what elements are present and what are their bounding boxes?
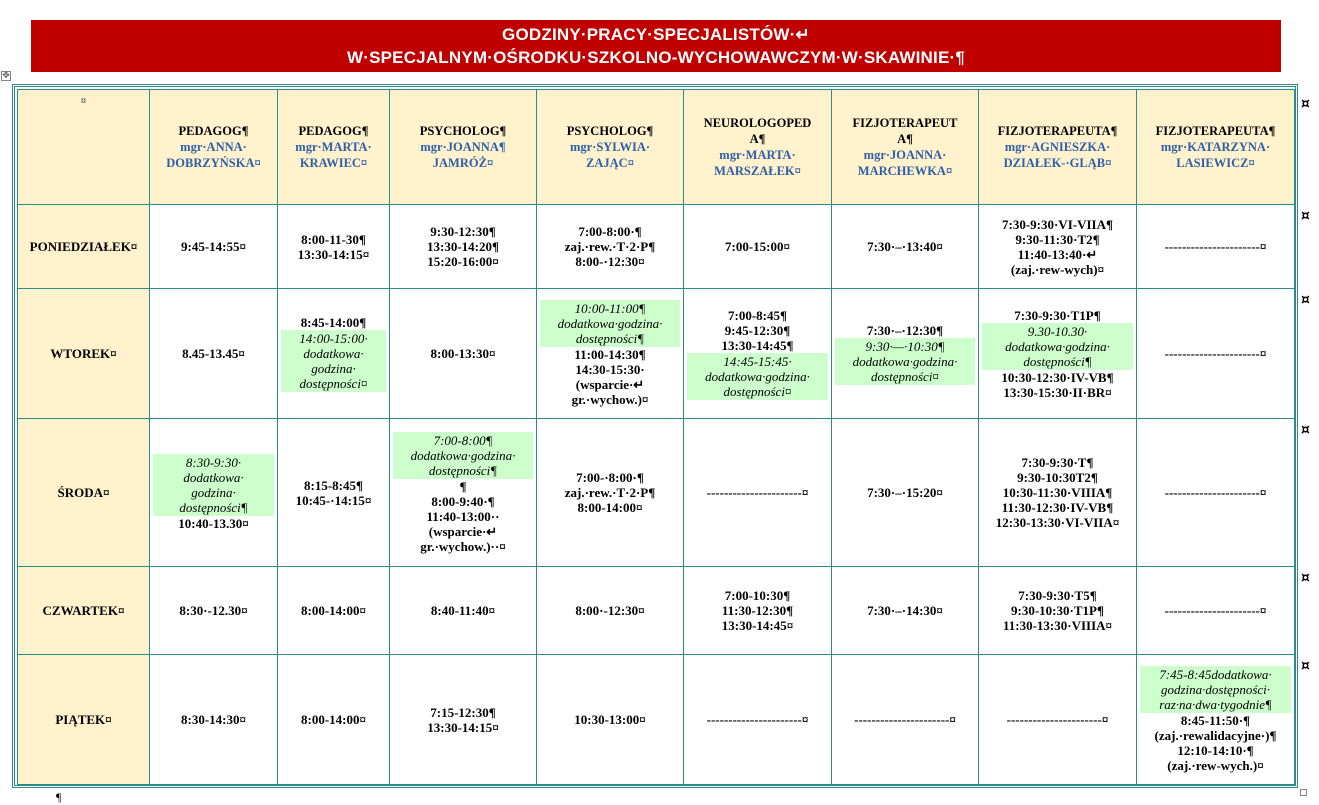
cell-end-mark: ¤ — [81, 96, 86, 107]
cell-hours: 7:15-12:30¶ 13:30-14:15¤ — [427, 704, 499, 735]
cell-hours: 7:30·–·12:30¶ — [866, 322, 944, 338]
column-role: FIZJOTERAPEUT A¶ — [852, 116, 958, 146]
column-role: PEDAGOG¶ — [298, 124, 369, 138]
row-end-mark: ¤ — [1301, 292, 1310, 308]
schedule-cell[interactable] — [537, 205, 684, 289]
schedule-cell[interactable] — [1137, 419, 1295, 567]
schedule-cell[interactable] — [150, 205, 278, 289]
day-label: PIĄTEK¤ — [18, 655, 150, 785]
table-row — [18, 567, 1295, 655]
column-role: NEUROLOGOPED A¶ — [703, 116, 812, 146]
cell-hours: 10:30-13:00¤ — [574, 712, 646, 727]
schedule-cell[interactable] — [979, 567, 1137, 655]
availability-note: 7:00-8:00¶ dodatkowa·godzina· dostępności¶ — [393, 432, 533, 479]
schedule-cell[interactable] — [278, 567, 390, 655]
cell-hours: 8:15-8:45¶ 10:45-·14:15¤ — [295, 477, 372, 508]
cell-hours: 8:40-11:40¤ — [430, 603, 496, 618]
cell-hours: 8:00-11-30¶ 13:30-14:15¤ — [297, 231, 370, 262]
column-header — [390, 90, 537, 205]
row-end-mark: ¤ — [1301, 570, 1310, 586]
column-role: FIZJOTERAPEUTA¶ — [997, 124, 1118, 138]
availability-note: 7:45-8:45dodatkowa· godzina·dostępności· raz·na·dwa·tygodnie¶ — [1140, 666, 1291, 713]
column-role: PSYCHOLOG¶ — [566, 124, 654, 138]
cell-hours: 10:40-13.30¤ — [178, 516, 249, 531]
cell-hours: 7:30·–·13:40¤ — [867, 239, 943, 254]
column-role: PEDAGOG¶ — [178, 124, 249, 138]
row-end-mark: ¤ — [1301, 96, 1310, 112]
table-row — [18, 205, 1295, 289]
cell-hours: 7:00-15:00¤ — [725, 239, 790, 254]
schedule-cell[interactable] — [979, 655, 1137, 785]
schedule-cell[interactable] — [537, 289, 684, 419]
cell-hours: ----------------------¤ — [854, 712, 956, 727]
cell-hours: 8:00-13:30¤ — [430, 346, 496, 361]
schedule-cell[interactable] — [278, 419, 390, 567]
cell-hours: 8:30·-12.30¤ — [179, 603, 248, 618]
schedule-cell[interactable] — [390, 567, 537, 655]
cell-hours: ¶ 8:00-9:40·¶ 11:40-13:00·· (wsparcie·↵ gr.·wychow.)··¤ — [420, 478, 506, 554]
column-name: mgr·MARTA· MARSZAŁEK¤ — [714, 148, 801, 178]
cell-hours: ----------------------¤ — [1164, 603, 1267, 618]
column-header — [537, 90, 684, 205]
cell-hours: 7:00-10:30¶ 11:30-12:30¶ 13:30-14:45¤ — [721, 588, 794, 633]
column-name: mgr·JOANNA¶ JAMRÓŻ¤ — [420, 140, 506, 170]
paragraph-mark: ¶ — [56, 790, 62, 804]
schedule-cell[interactable] — [1137, 205, 1295, 289]
schedule-cell[interactable] — [278, 655, 390, 785]
column-header — [1137, 90, 1295, 205]
availability-note: 8:30-9:30· dodatkowa· godzina· dostępności¶ — [153, 454, 274, 516]
availability-note: 14:00-15:00· dodatkowa· godzina· dostępności¤ — [281, 330, 386, 392]
cell-hours: 8:00-14:00¤ — [301, 603, 366, 618]
availability-note: 14:45-15:45· dodatkowa·godzina· dostępności¤ — [687, 353, 828, 400]
schedule-cell[interactable] — [150, 419, 278, 567]
row-end-mark: ¤ — [1301, 422, 1310, 438]
corner-cell — [18, 90, 150, 205]
schedule-cell[interactable] — [832, 419, 979, 567]
cell-hours: 8:00-14:00¤ — [301, 712, 366, 727]
cell-hours: 7:30-9:30·T5¶ 9:30-10:30·T1P¶ 11:30-13:30·VIIIA¤ — [1002, 588, 1113, 633]
column-name: mgr·SYLWIA· ZAJĄC¤ — [569, 140, 651, 170]
cell-hours: ----------------------¤ — [706, 485, 809, 500]
column-name: mgr·JOANNA· MARCHEWKA¤ — [857, 148, 953, 178]
schedule-cell[interactable] — [390, 655, 537, 785]
day-label: PONIEDZIAŁEK¤ — [18, 205, 150, 289]
schedule-cell[interactable] — [1137, 655, 1295, 785]
schedule-cell[interactable] — [390, 289, 537, 419]
schedule-cell[interactable] — [832, 567, 979, 655]
schedule-cell[interactable] — [150, 567, 278, 655]
schedule-cell[interactable] — [684, 289, 832, 419]
cell-hours: 8:30-14:30¤ — [181, 712, 246, 727]
column-header — [979, 90, 1137, 205]
cell-hours: ----------------------¤ — [706, 712, 809, 727]
schedule-cell[interactable] — [832, 289, 979, 419]
cell-hours: 7:00-8:00·¶ zaj.·rew.·T·2·P¶ 8:00-·12:30¤ — [564, 224, 656, 269]
cell-hours: 7:00-8:45¶ 9:45-12:30¶ 13:30-14:45¶ — [721, 307, 794, 353]
schedule-cell[interactable] — [979, 289, 1137, 419]
table-move-handle-icon[interactable]: ✥ — [2, 71, 10, 81]
schedule-cell[interactable] — [832, 205, 979, 289]
cell-hours: 8:45-11:50·¶ (zaj.·rewalidacyjne·)¶ 12:10-14:10·¶ (zaj.·rew-wych.)¤ — [1154, 713, 1277, 773]
schedule-cell[interactable] — [1137, 289, 1295, 419]
table-resize-handle[interactable] — [1300, 789, 1307, 796]
schedule-cell[interactable] — [390, 205, 537, 289]
schedule-cell[interactable] — [537, 655, 684, 785]
schedule-cell[interactable] — [150, 289, 278, 419]
column-name: mgr·AGNIESZKA· DZIAŁEK-·GLĄB¤ — [1003, 140, 1112, 170]
column-name: mgr·ANNA· DOBRZYŃSKA¤ — [166, 140, 261, 170]
cell-hours: 8.45-13.45¤ — [182, 346, 245, 361]
column-header — [150, 90, 278, 205]
column-header — [278, 90, 390, 205]
table-row — [18, 419, 1295, 567]
cell-hours: 8:00·-12:30¤ — [575, 603, 645, 618]
cell-hours: 11:00-14:30¶ 14:30-15:30· (wsparcie·↵ gr.·wychow.)¤ — [571, 347, 649, 407]
schedule-cell[interactable] — [537, 567, 684, 655]
schedule-cell[interactable] — [1137, 567, 1295, 655]
cell-hours: ----------------------¤ — [1006, 712, 1109, 727]
header-row — [18, 90, 1295, 205]
column-role: FIZJOTERAPEUTA¶ — [1155, 124, 1276, 138]
schedule-cell[interactable] — [278, 289, 390, 419]
cell-hours: 7:30-9:30·T¶ 9:30-10:30T2¶ 10:30-11:30·VIIIA¶ 11:30-12:30·IV-VB¶ 12:30-13:30·VI-VIIA¤ — [995, 455, 1120, 530]
cell-hours: ----------------------¤ — [1164, 239, 1267, 254]
cell-hours: ----------------------¤ — [1164, 485, 1267, 500]
cell-hours: 7:30·–·14:30¤ — [867, 603, 943, 618]
availability-note: 10:00-11:00¶ dodatkowa·godzina· dostępności¶ — [540, 300, 680, 347]
table-row — [18, 655, 1295, 785]
cell-hours: 8:45-14:00¶ — [300, 315, 367, 330]
column-name: mgr·KATARZYNA· LASIEWICZ¤ — [1160, 140, 1271, 170]
cell-hours: 9:45-14:55¤ — [181, 239, 246, 254]
schedule-cell[interactable] — [979, 205, 1137, 289]
column-name: mgr·MARTA· KRAWIEC¤ — [295, 140, 372, 170]
title-line-1: GODZINY·PRACY·SPECJALISTÓW·↵ — [502, 25, 810, 44]
column-header — [684, 90, 832, 205]
schedule-cell[interactable] — [979, 419, 1137, 567]
schedule-cell[interactable] — [684, 655, 832, 785]
day-label: CZWARTEK¤ — [18, 567, 150, 655]
schedule-cell[interactable] — [537, 419, 684, 567]
day-label: WTOREK¤ — [18, 289, 150, 419]
cell-hours: ----------------------¤ — [1164, 346, 1267, 361]
row-end-mark: ¤ — [1301, 208, 1310, 224]
schedule-cell[interactable] — [832, 655, 979, 785]
column-role: PSYCHOLOG¶ — [419, 124, 507, 138]
availability-note: 9.30-10.30· dodatkowa·godzina· dostępności¶ — [982, 323, 1133, 370]
day-label: ŚRODA¤ — [18, 419, 150, 567]
cell-hours: 7:30-9:30·T1P¶ — [1014, 307, 1101, 323]
schedule-cell[interactable] — [684, 419, 832, 567]
schedule-cell[interactable] — [684, 567, 832, 655]
title-line-2: W·SPECJALNYM·OŚRODKU·SZKOLNO-WYCHOWAWCZYM·W·SKAWINIE·¶ — [346, 48, 966, 67]
cell-hours: 9:30-12:30¶ 13:30-14:20¶ 15:20-16:00¤ — [426, 224, 499, 269]
schedule-cell[interactable] — [150, 655, 278, 785]
schedule-cell[interactable] — [684, 205, 832, 289]
schedule-table — [17, 89, 1295, 785]
schedule-cell[interactable] — [390, 419, 537, 567]
availability-note: 9:30·—·10:30¶ dodatkowa·godzina· dostępności¤ — [835, 338, 975, 385]
row-end-mark: ¤ — [1301, 658, 1310, 674]
schedule-cell[interactable] — [278, 205, 390, 289]
column-header — [832, 90, 979, 205]
cell-hours: 7:30-9:30·VI-VIIA¶ 9:30-11:30·T2¶ 11:40-13:40·↵ (zaj.·rew-wych)¤ — [1001, 216, 1113, 277]
title-banner — [31, 20, 1281, 72]
cell-hours: 7:30·–·15:20¤ — [867, 485, 943, 500]
cell-hours: 7:00-·8:00·¶ zaj.·rew.·T·2·P¶ 8:00-14:00¤ — [564, 470, 656, 515]
table-row — [18, 289, 1295, 419]
cell-hours-more: 10:30-12:30·IV-VB¶ 13:30-15:30·II·BR¤ — [1001, 369, 1114, 400]
